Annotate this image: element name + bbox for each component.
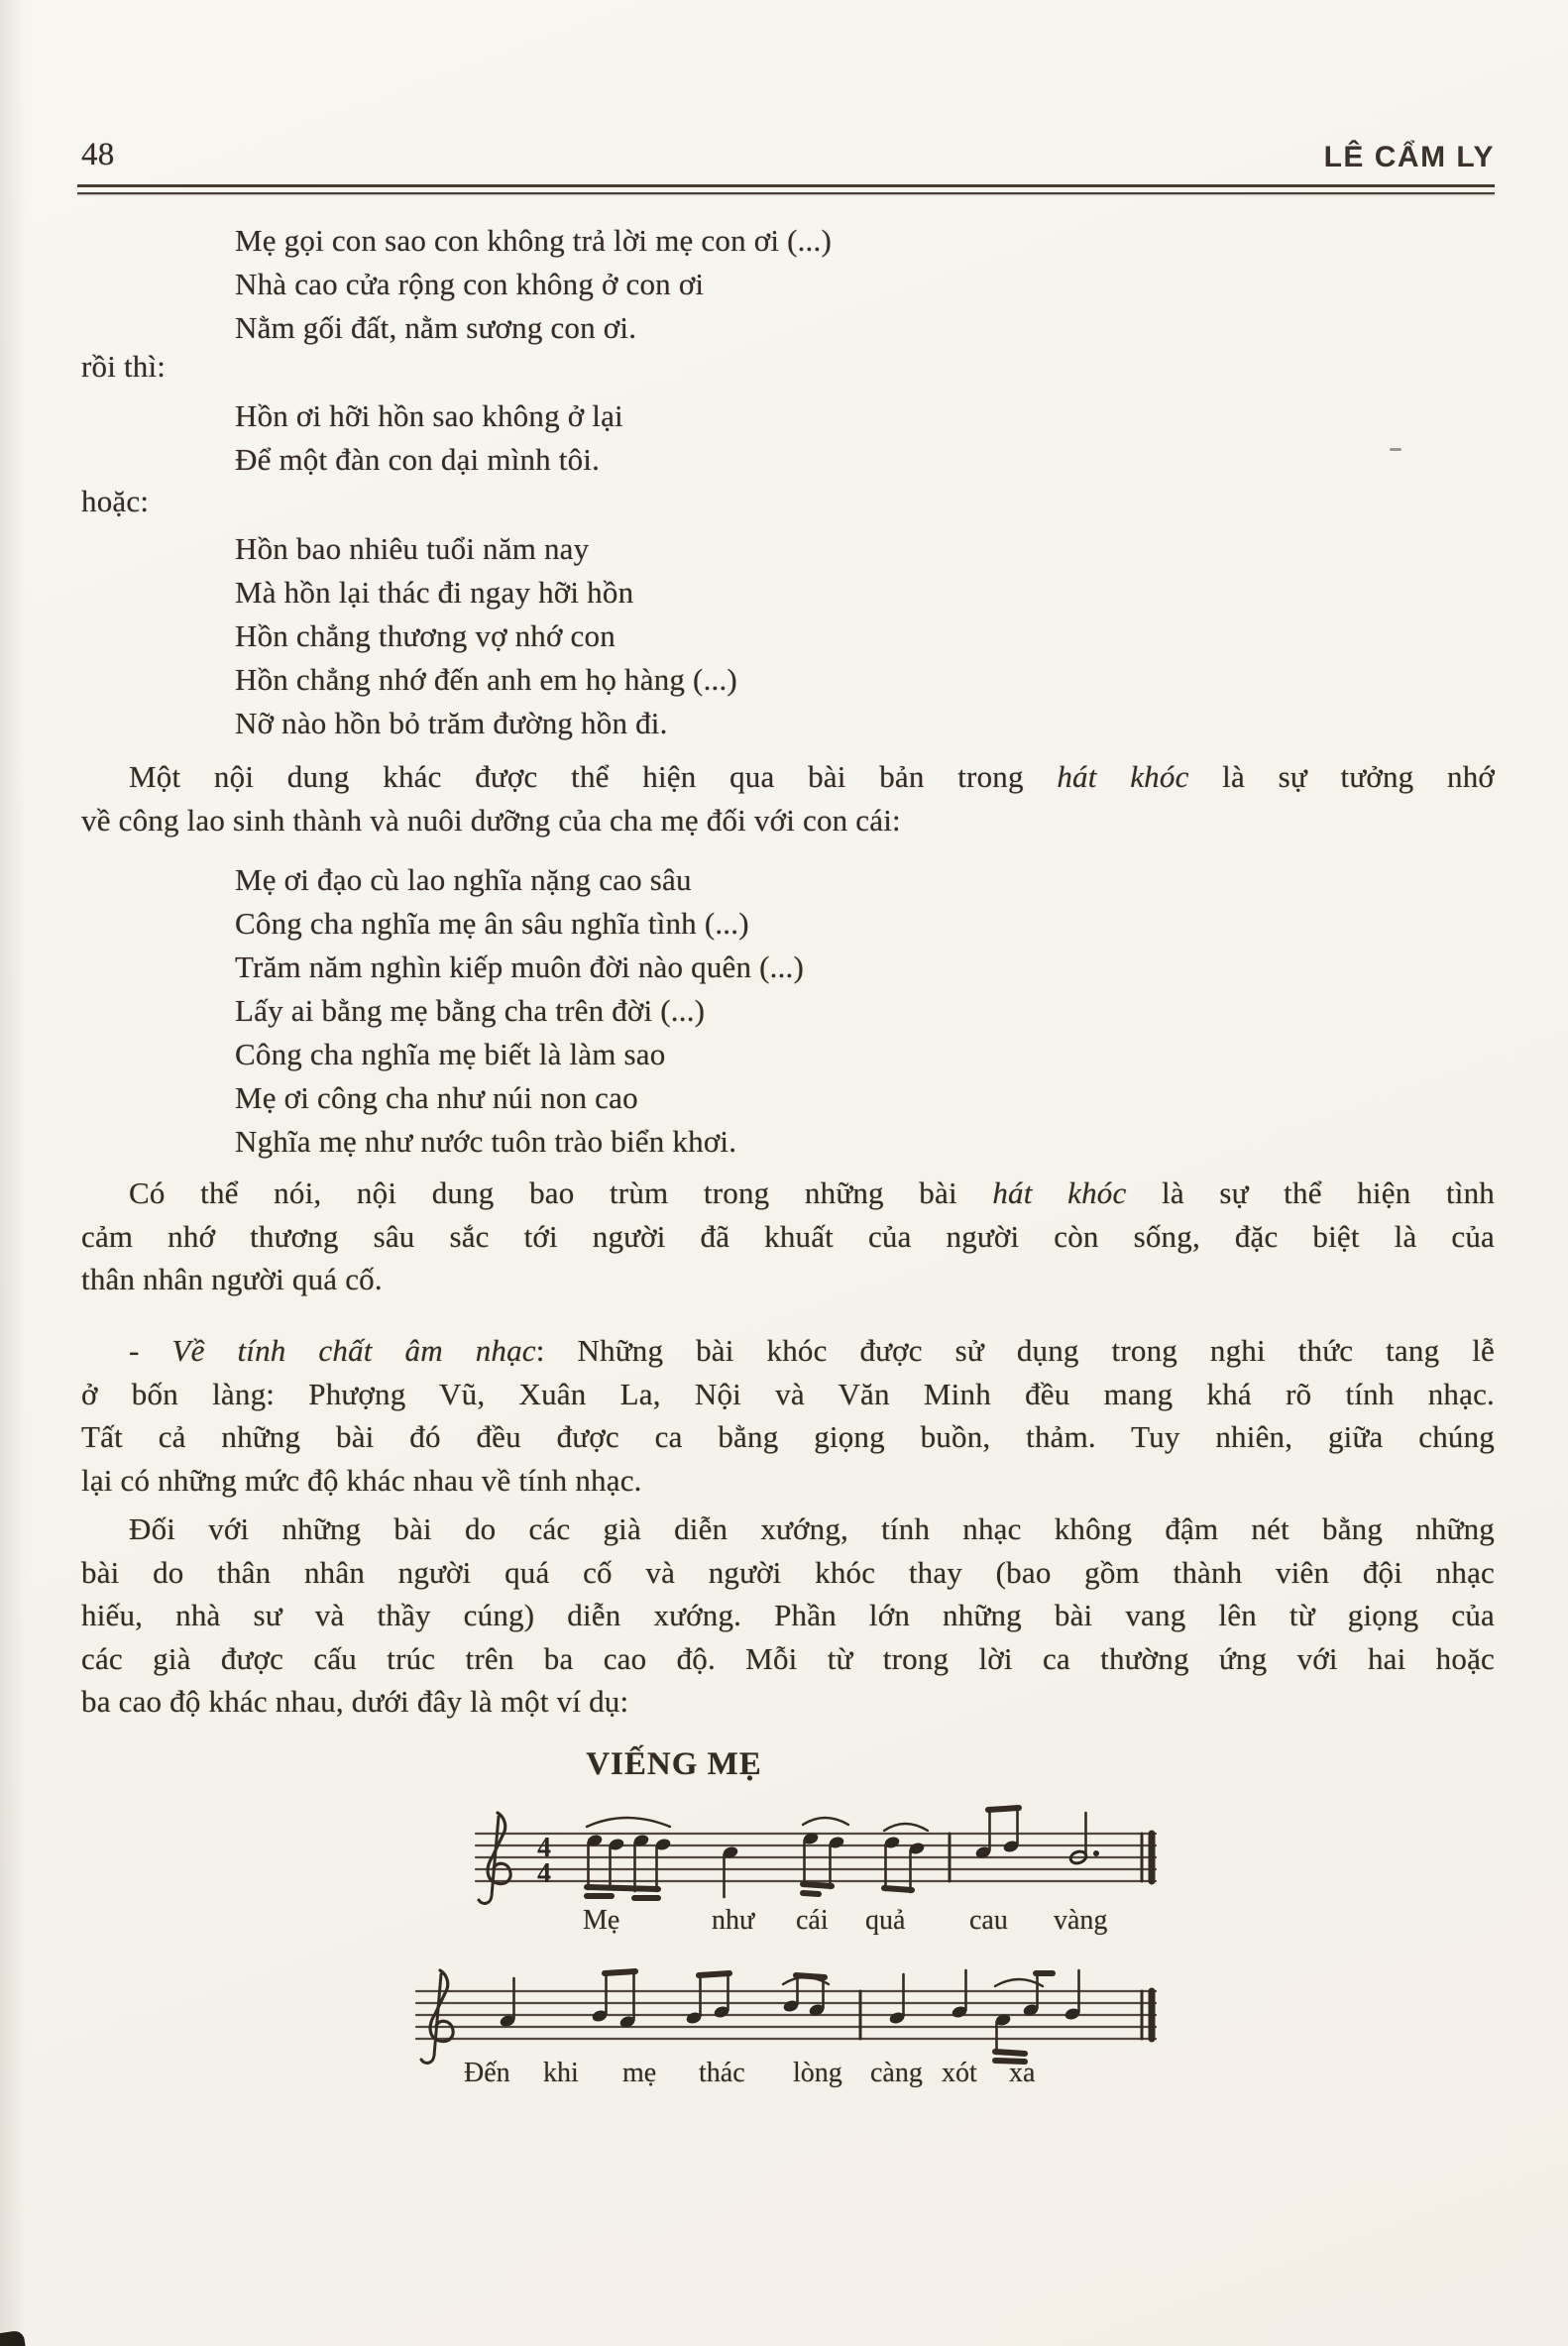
paragraph-line: lại có những mức độ khác nhau về tính nhạc. — [81, 1462, 642, 1498]
lyric-word: xót — [942, 2058, 977, 2088]
lyric-word: Mẹ — [583, 1905, 620, 1936]
lyric-word: vàng — [1054, 1905, 1108, 1936]
verse-line: Để một đàn con dại mình tôi. — [235, 442, 601, 477]
verse-line: Mẹ gọi con sao con không trả lời mẹ con ơi (...) — [235, 223, 832, 258]
verse-block-2 — [235, 394, 623, 482]
lyric-word: quả — [865, 1905, 906, 1936]
verse-line: Công cha nghĩa mẹ ân sâu nghĩa tình (...) — [235, 906, 749, 941]
paragraph-line: bài do thân nhân người quá cố và người khóc thay (bao gồm thành viên đội nhạc — [81, 1554, 1495, 1590]
running-head: LÊ CẨM LY — [1323, 141, 1495, 173]
treble-clef-icon — [421, 1970, 453, 2063]
note-group — [994, 1972, 1053, 2062]
lyric-word: khi — [543, 2058, 579, 2088]
verse-block-1 — [235, 219, 832, 350]
verse-line: Nằm gối đất, nằm sương con ơi. — [235, 310, 637, 345]
paragraph-line: Đối với những bài do các già diễn xướng, tính nhạc không đậm nét bằng những — [129, 1511, 1495, 1546]
paragraph-line: Có thể nói, nội dung bao trùm trong những bài hát khóc là sự thể hiện tình — [129, 1175, 1495, 1210]
verse-line: Mẹ ơi công cha như núi non cao — [235, 1080, 638, 1115]
lyric-word: mẹ — [622, 2058, 657, 2088]
verse-line: Lấy ai bằng mẹ bằng cha trên đời (...) — [235, 993, 706, 1028]
verse-line: Trăm năm nghìn kiếp muôn đời nào quên (...) — [235, 950, 805, 984]
paragraph-line: thân nhân người quá cố. — [81, 1262, 383, 1296]
verse-line: Hồn ơi hỡi hồn sao không ở lại — [235, 398, 623, 433]
verse-line: Hồn chẳng thương vợ nhớ con — [235, 618, 616, 653]
lyric-word: lòng — [793, 2058, 842, 2088]
paragraph-4 — [81, 1508, 1495, 1724]
paragraph-line: - Về tính chất âm nhạc: Những bài khóc được sử dụng trong nghi thức tang lễ — [129, 1333, 1495, 1368]
verse-line: Nỡ nào hồn bỏ trăm đường hồn đi. — [235, 706, 668, 740]
lyric-word: Đến — [464, 2058, 510, 2088]
page-number: 48 — [81, 137, 115, 172]
verse-line: Mẹ ơi đạo cù lao nghĩa nặng cao sâu — [235, 862, 692, 897]
paragraph-line: về công lao sinh thành và nuôi dưỡng của cha mẹ đối với con cái: — [81, 802, 901, 838]
verse-line: Hồn chẳng nhớ đến anh em họ hàng (...) — [235, 662, 737, 697]
paragraph-line: cảm nhớ thương sâu sắc tới người đã khuất của người còn sống, đặc biệt là của — [81, 1218, 1495, 1254]
verse-line: Công cha nghĩa mẹ biết là làm sao — [235, 1037, 666, 1071]
note-group — [722, 1845, 738, 1897]
verse-block-4 — [235, 858, 804, 1164]
paragraph-line: Tất cả những bài đó đều được ca bằng giọng buồn, thảm. Tuy nhiên, giữa chúng — [81, 1419, 1495, 1454]
scan-speck — [1390, 448, 1401, 451]
label-or: hoặc: — [81, 484, 150, 518]
svg-text:4: 4 — [537, 1833, 551, 1863]
lyric-word: thác — [699, 2058, 745, 2088]
note-group — [685, 1972, 729, 2025]
song-title: VIẾNG MẸ — [586, 1746, 762, 1782]
note-group — [951, 1970, 967, 2019]
paragraph-3 — [81, 1329, 1495, 1502]
label-then: rồi thì: — [81, 349, 167, 384]
note-group — [782, 1974, 829, 2017]
lyric-word: cái — [796, 1905, 829, 1936]
verse-block-3 — [235, 527, 737, 745]
lyric-word: càng — [870, 2058, 923, 2088]
music-staff-1 — [446, 1797, 1179, 1918]
lyric-word: như — [712, 1905, 755, 1936]
music-staff-2 — [396, 1955, 1179, 2078]
paragraph-line: hiếu, nhà sư và thầy cúng) diễn xướng. Phần lớn những bài vang lên từ giọng của — [81, 1598, 1495, 1632]
header-double-rule — [77, 184, 1495, 194]
svg-text:4: 4 — [537, 1858, 551, 1889]
verse-line: Nhà cao cửa rộng con không ở con ơi — [235, 267, 705, 301]
note-group — [1064, 1970, 1080, 2021]
paragraph-line: ở bốn làng: Phượng Vũ, Xuân La, Nội và Văn Minh đều mang khá rõ tính nhạc. — [81, 1376, 1495, 1411]
scan-corner-mark — [0, 2330, 26, 2346]
verse-line: Nghĩa mẹ như nước tuôn trào biển khơi. — [235, 1124, 737, 1159]
lyric-word: xa — [1009, 2058, 1036, 2088]
paragraph-line: các già được cấu trúc trên ba cao độ. Mỗi từ trong lời ca thường ứng với hai hoặc — [81, 1640, 1495, 1676]
note-group — [888, 1974, 905, 2025]
paragraph-2 — [81, 1172, 1495, 1301]
lyric-word: cau — [969, 1905, 1008, 1936]
paragraph-line: ba cao độ khác nhau, dưới đây là một ví dụ: — [81, 1684, 629, 1719]
verse-line: Hồn bao nhiêu tuổi năm nay — [235, 531, 590, 566]
staff-lines — [416, 1991, 1156, 2039]
note-group — [591, 1970, 635, 2029]
paragraph-1 — [81, 755, 1495, 841]
paragraph-line: Một nội dung khác được thể hiện qua bài bản trong hát khóc là sự tưởng nhớ — [129, 759, 1495, 794]
time-signature — [537, 1833, 551, 1889]
verse-line: Mà hồn lại thác đi ngay hỡi hồn — [235, 575, 634, 610]
note-group — [802, 1818, 848, 1894]
